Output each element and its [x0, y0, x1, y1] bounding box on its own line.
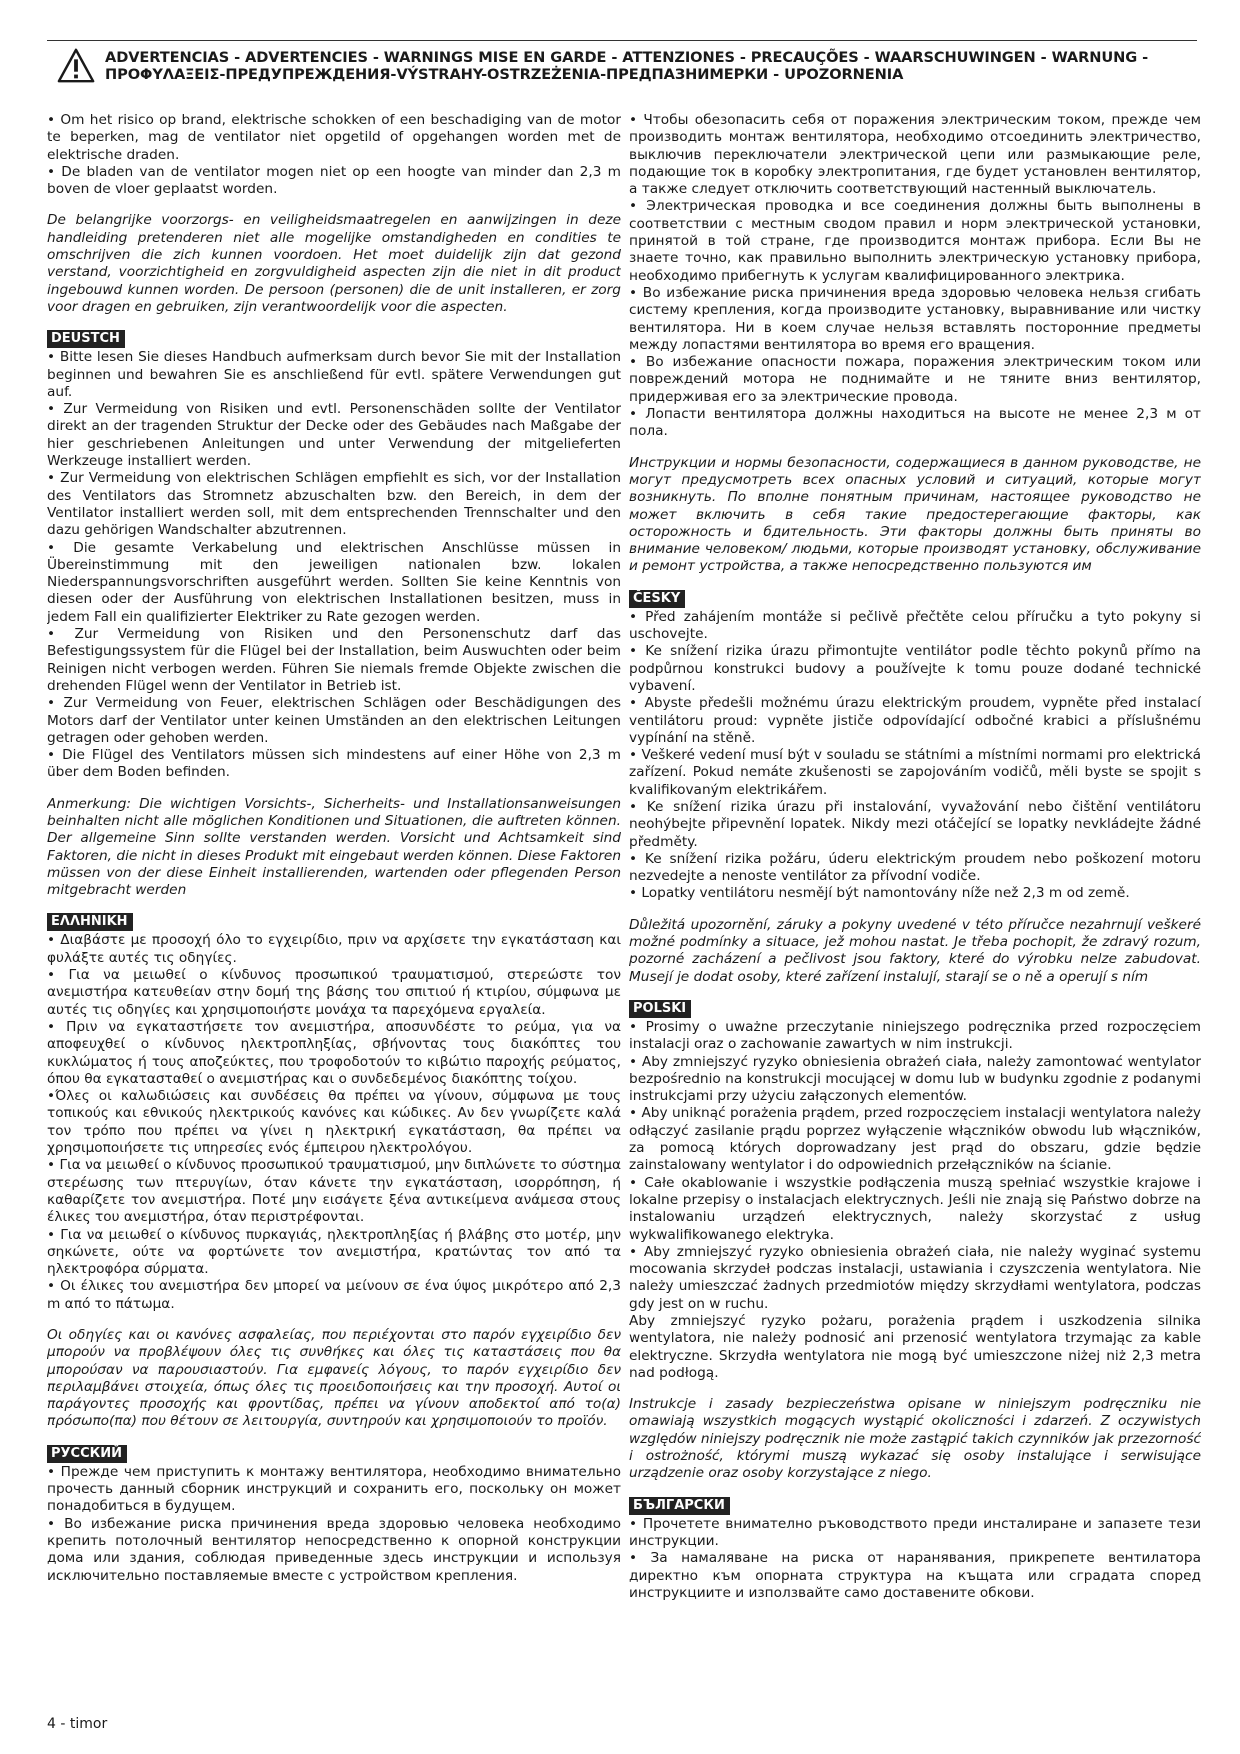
list-item: • Aby zmniejszyć ryzyko obniesienia obrażeń ciała, należy zamontować wentylator bezpośrednio na konstrukcji mocującej w domu lub w budynku zgodnie z podanymi instrukcjami przy użyciu załączonych elementów. — [629, 1053, 1201, 1105]
section-russian — [47, 1445, 621, 1585]
right-column — [629, 108, 1201, 1713]
list-item: •Όλες οι καλωδιώσεις και συνδέσεις θα πρέπει να γίνουν, σύμφωνα με τους τοπικούς και εθνικούς ηλεκτρικούς κανόνες και κώδικες. Αν δεν γνωρίζετε καλά τον τρόπο που πρέπει να γίνει η ηλεκτρική εγκατάσταση, θα πρέπει να χρησιμοποιήσετε τις υπηρεσίες ενός έμπειρου ηλεκτρολόγου. — [47, 1088, 621, 1157]
left-column — [47, 108, 621, 1713]
list-item: • Zur Vermeidung von elektrischen Schlägen empfiehlt es sich, vor der Installation des Ventilators das Stromnetz abzuschalten bzw. den Bereich, in dem der Ventilator installiert werden soll, mit dem entsprechenden Trennschalter und den dazu gehörigen Wandschalter abzutrennen. — [47, 470, 621, 539]
list-item: • Zur Vermeidung von Risiken und den Personenschutz darf das Befestigungssystem für die Flügel bei der Installation, beim Auswuchten oder beim Reinigen nicht verbogen werden. Führen Sie niemals fremde Objekte zwischen die drehenden Flügel wenn der Ventilator in Betrieb ist. — [47, 626, 621, 694]
section-note: Důležitá upozornění, záruky a pokyny uvedené v této příručce nezahrnují veškeré možné podmínky a situace, jež mohou nastat. Je třeba pochopit, že zdravý rozum, pozorné zacházení a pečlivost jsou faktory, které do výrobku nelze zabudovat. Musejí je dodat osoby, které zařízení instalují, starají se o ně a operují s ním — [629, 916, 1201, 985]
list-item: • Veškeré vedení musí být v souladu se státními a místními normami pro elektrická zařízení. Pokud nemáte zkušenosti se zapojováním vodičů, měli byste se spojit s kvalifikovaným elektrikářem. — [629, 747, 1201, 798]
page-title: ADVERTENCIAS - ADVERTENCIES - WARNINGS MISE EN GARDE - ATTENZIONES - PRECAUÇÕES - WAARSCHUWINGEN - WARNUNG - ΠΡΟΦΥΛΑΞΕΙΣ-ПРЕДУПРЕЖДЕНИЯ-VÝSTRAHY-OSTRZEŻENIA-ПРЕДПАЗНИМЕРКИ - UPOZORNENIA — [105, 49, 1149, 83]
list-item: • Για να μειωθεί ο κίνδυνος προσωπικού τραυματισμού, στερεώστε τον ανεμιστήρα κατευθείαν στην δομή της βάσης του σπιτιού ή κτιρίου, σύμφωνα με αυτές τις οδηγίες και χρησιμοποιήστε μονάχα τα παρεχόμενα εργαλεία. — [47, 967, 621, 1018]
section-german — [47, 330, 621, 899]
section-polish — [629, 1000, 1201, 1483]
list-item: • Чтобы обезопасить себя от поражения электрическим током, прежде чем производить монтаж вентилятора, необходимо отсоединить электричество, выключив переключатели электрической цепи или размыкающие реле, подающие ток в коробку электропитания, где будет установлен вентилятор, а также следует отключить соответствующий настенный выключатель. — [629, 112, 1201, 198]
list-item: • Aby uniknąć porażenia prądem, przed rozpoczęciem instalacji wentylatora należy odłączyć zasilanie prądu poprzez wyłączenie włączników obwodu lub włączników, za pomocą których doprowadzany jest prąd do obszaru, gdzie będzie zainstalowany wentylator i do odpowiednich przełączników na ścianie. — [629, 1105, 1201, 1174]
list-item: • Před zahájením montáže si pečlivě přečtěte celou příručku a tyto pokyny si uschovejte. — [629, 608, 1201, 643]
list-item: • Πριν να εγκαταστήσετε τον ανεμιστήρα, αποσυνδέστε το ρεύμα, για να αποφευχθεί ο κίνδυνος ηλεκτροπληξίας, σβήνοντας τους διακόπτες του κυκλώματος ή τους αποζεύκτες, που τροφοδοτούν το κιβώτιο παροχής ρεύματος, όπου θα εγκατασταθεί ο ανεμιστήρας και ο συνδεδεμένος διακόπτης τοίχου. — [47, 1018, 621, 1087]
list-item: • Całe okablowanie i wszystkie podłączenia muszą spełniać wszystkie krajowe i lokalne przepisy o instalacjach elektrycznych. Jeśli nie znają się Państwo dobrze na instalowaniu urządzeń elektrycznych, należy skorzystać z usług wykwalifikowanego elektryka. — [629, 1174, 1201, 1243]
page-number: 4 - timor — [47, 1716, 108, 1732]
list-item: • Прочетете внимателно ръководството преди инсталиране и запазете тези инструкции. — [629, 1515, 1201, 1549]
section-greek — [47, 913, 621, 1430]
section-note: Instrukcje i zasady bezpieczeństwa opisane w niniejszym podręczniku nie omawiają wszystkich mogących wystąpić okoliczności i zdarzeń. Z oczywistych względów niniejszy podręcznik nie może zastąpić takich czynników jak przezorność i ostrożność, którymi muszą wykazać się osoby instalujące i serwisujące urządzenie oraz osoby korzystające z niego. — [629, 1396, 1201, 1482]
warning-triangle-icon — [57, 47, 95, 85]
list-item: • Zur Vermeidung von Feuer, elektrischen Schlägen oder Beschädigungen des Motors darf der Ventilator unter keinen Umständen an den elektrischen Leitungen getragen oder gehoben werden. — [47, 695, 621, 746]
list-item: • Prosimy o uważne przeczytanie niniejszego podręcznika przed rozpoczęciem instalacji oraz o zachowanie zawartych w nim instrukcji. — [629, 1018, 1201, 1053]
section-russian-continued — [629, 112, 1201, 576]
language-label: РУССКИЙ — [47, 1445, 127, 1463]
list-item: • Om het risico op brand, elektrische schokken of een beschadiging van de motor te beperken, mag de ventilator niet opgetild of opgehangen worden met de elektrische draden. — [47, 112, 621, 163]
list-item: • Abyste předešli možnému úrazu elektrickým proudem, vypněte před instalací ventilátoru proud: vypněte jističe odpovídající odbočné krabici a příslušnému vypínání na stěně. — [629, 695, 1201, 746]
section-czech — [629, 590, 1201, 986]
list-item: • Ke snížení rizika úrazu při instalování, vyvažování nebo čištění ventilátoru neohýbejte připevnění lopatek. Nikdy mezi otáčející se lopatky nevkládejte žádné předměty. — [629, 798, 1201, 850]
list-item: • Во избежание опасности пожара, поражения электрическим током или повреждений мотора не поднимайте и не тяните вниз вентилятор, придерживая его за электрические провода. — [629, 354, 1201, 405]
section-note: Инструкции и нормы безопасности, содержащиеся в данном руководстве, не могут предусмотреть всех опасных условий и ситуаций, которые могут возникнуть. По вполне понятным причинам, настоящее руководство не может включить в себя такие предостерегающие факторы, как осторожность и бдительность. Эти факторы должны быть приняты во внимание человеком/ людьми, которые производят установку, обслуживание и ремонт устройства, а также непосредственно пользуются им — [629, 454, 1201, 575]
section-bulgarian — [629, 1497, 1201, 1602]
list-item: • Διαβάστε με προσοχή όλο το εγχειρίδιο, πριν να αρχίσετε την εγκατάσταση και φυλάξτε αυτές τις οδηγίες. — [47, 932, 621, 966]
section-note: De belangrijke voorzorgs- en veiligheidsmaatregelen en aanwijzingen in deze handleiding pretenderen niet alle mogelijke omstandigheden en condities te omschrijven die zich kunnen voordoen. Het moet duidelijk zijn dat gezond verstand, voorzichtigheid en zorgvuldigheid aspecten zijn die niet in dit product ingebouwd kunnen worden. De persoon (personen) die de unit installeren, er zorg voor dragen en gebruiken, zijn verantwoordelijk voor die aspecten. — [47, 212, 621, 315]
list-item: • Ke snížení rizika požáru, úderu elektrickým proudem nebo poškození motoru nezvedejte a nenoste ventilátor za přívodní vodiče. — [629, 850, 1201, 885]
list-item: • Lopatky ventilátoru nesmějí být namontovány níže než 2,3 m od země. — [629, 885, 1130, 902]
list-item: • Για να μειωθεί ο κίνδυνος προσωπικού τραυματισμού, μην διπλώνετε το σύστημα στερέωσης των πτερυγίων, όταν κάνετε την εγκατάσταση, ισορρόπηση, ή καθαρίζετε τον ανεμιστήρα. Ποτέ μην εισάγετε ξένα αντικείμενα ανάμεσα στους έλικες του ανεμιστήρα, όταν περιστρέφονται. — [47, 1157, 621, 1226]
list-item: Aby zmniejszyć ryzyko pożaru, porażenia prądem i uszkodzenia silnika wentylatora, nie należy podnosić ani przenosić wentylatora trzymając za kable elektryczne. Skrzydła wentylatora nie mogą być umieszczone niżej niż 2,3 metra nad podłogą. — [629, 1313, 1201, 1381]
list-item: • Aby zmniejszyć ryzyko obniesienia obrażeń ciała, nie należy wyginać systemu mocowania skrzydeł podczas instalacji, ustawiania i czyszczenia wentylatora. Nie należy umieszczać żadnych przedmiotów między skrzydłami wentylatora, podczas gdy jest on w ruchu. — [629, 1243, 1201, 1312]
list-item: • Die Flügel des Ventilators müssen sich mindestens auf einer Höhe von 2,3 m über dem Boden befinden. — [47, 747, 621, 781]
page-header — [47, 40, 1197, 92]
list-item: • Во избежание риска причинения вреда здоровью человека необходимо крепить потолочный вентилятор непосредственно к опорной конструкции дома или здания, соблюдая приведенные здесь инструкции и используя исключительно поставляемые вместе с устройством крепления. — [47, 1515, 621, 1584]
list-item: • Για να μειωθεί ο κίνδυνος πυρκαγιάς, ηλεκτροπληξίας ή βλάβης στο μοτέρ, μην σηκώνετε, ούτε να φορτώνετε τον ανεμιστήρα, κρατώντας τον από τα ηλεκτροφόρα σύρματα. — [47, 1226, 621, 1278]
list-item: • Лопасти вентилятора должны находиться на высоте не менее 2,3 м от пола. — [629, 406, 1201, 440]
language-label: POLSKI — [629, 1000, 691, 1018]
list-item: • Οι έλικες του ανεμιστήρα δεν μπορεί να μείνουν σε ένα ύψος μικρότερο από 2,3 m από το πάτωμα. — [47, 1278, 621, 1312]
list-item: • За намаляване на риска от наранявания, прикрепете вентилатора директно към опорната структура на къщата или сградата според инструкциите и използвайте само доставените обкови. — [629, 1550, 1201, 1601]
language-label: ΕΛΛΗΝΙΚΗ — [47, 913, 133, 931]
list-item: • Ke snížení rizika úrazu přimontujte ventilátor podle těchto pokynů přímo na podpůrnou konstrukci budovy a používejte k tomu pouze dodané technické vybavení. — [629, 643, 1201, 694]
language-label: DEUSTCH — [47, 330, 125, 348]
section-dutch — [47, 112, 621, 316]
section-note: Anmerkung: Die wichtigen Vorsichts-, Sicherheits- und Installationsanweisungen beinhalten nicht alle möglichen Konditionen und Situationen, die auftreten können. Der allgemeine Sinn sollte verstanden werden. Vorsicht und Achtsamkeit sind Faktoren, die nicht in dieses Produkt mit eingebaut werden können. Diese Faktoren müssen von der diese Einheit installierenden, wartenden oder pflegenden Person mitgebracht werden — [47, 795, 621, 899]
list-item: • Zur Vermeidung von Risiken und evtl. Personenschäden sollte der Ventilator direkt an der tragenden Struktur der Decke oder des Gebäudes nach Maßgabe der hier geschriebenen Anleitungen und unter Verwendung der mitgelieferten Werkzeuge installiert werden. — [47, 401, 621, 470]
language-label: ČESKY — [629, 590, 685, 608]
language-label: БЪЛГАРСКИ — [629, 1497, 730, 1515]
list-item: • Die gesamte Verkabelung und elektrischen Anschlüsse müssen in Übereinstimmung mit den jeweiligen nationalen bzw. lokalen Niederspannungsvorschriften ausgeführt werden. Sollten Sie keine Kenntnis von diesen oder der Ausführung von elektrischen Installationen besitzen, muss in jedem Fall ein qualifizierter Elektriker zu Rate gezogen werden. — [47, 539, 621, 625]
list-item: • Прежде чем приступить к монтажу вентилятора, необходимо внимательно прочесть данный сборник инструкций и сохранить его, поскольку он может понадобиться в будущем. — [47, 1463, 621, 1515]
list-item: • Bitte lesen Sie dieses Handbuch aufmerksam durch bevor Sie mit der Installation beginnen und bewahren Sie es anschließend für evtl. spätere Verwendungen gut auf. — [47, 349, 621, 400]
list-item: • Во избежание риска причинения вреда здоровью человека нельзя сгибать систему крепления, когда производите установку, выравнивание или чистку вентилятора. Ни в коем случае нельзя вставлять посторонние предметы между лопастями вентилятора во время его вращения. — [629, 284, 1201, 353]
list-item: • Электрическая проводка и все соединения должны быть выполнены в соответствии с местным сводом правил и норм электрической установки, принятой в той стране, где производится монтаж прибора. Если Вы не знаете точно, как правильно выполнить электрическую установку прибора, необходимо прибегнуть к услугам квалифицированного электрика. — [629, 198, 1201, 284]
section-note: Οι οδηγίες και οι κανόνες ασφαλείας, που περιέχονται στο παρόν εγχειρίδιο δεν μπορούν να προβλέψουν όλες τις συνθήκες και όλες τις καταστάσεις που θα μπορούσαν να παρουσιαστούν. Για εμφανείς λόγους, το παρόν εγχειρίδιο δεν περιλαμβάνει στοιχεία, όπως όλες τις προειδοποιήσεις και την προσοχή. Αυτοί οι παράγοντες προσοχής και φροντίδας, πρέπει να γίνουν αποδεκτοί από το(α) πρόσωπο(πα) που θέτουν σε λειτουργία, συντηρούν και χρησιμοποιούν το προϊόν. — [47, 1327, 621, 1430]
list-item: • De bladen van de ventilator mogen niet op een hoogte van minder dan 2,3 m boven de vloer geplaatst worden. — [47, 163, 621, 198]
